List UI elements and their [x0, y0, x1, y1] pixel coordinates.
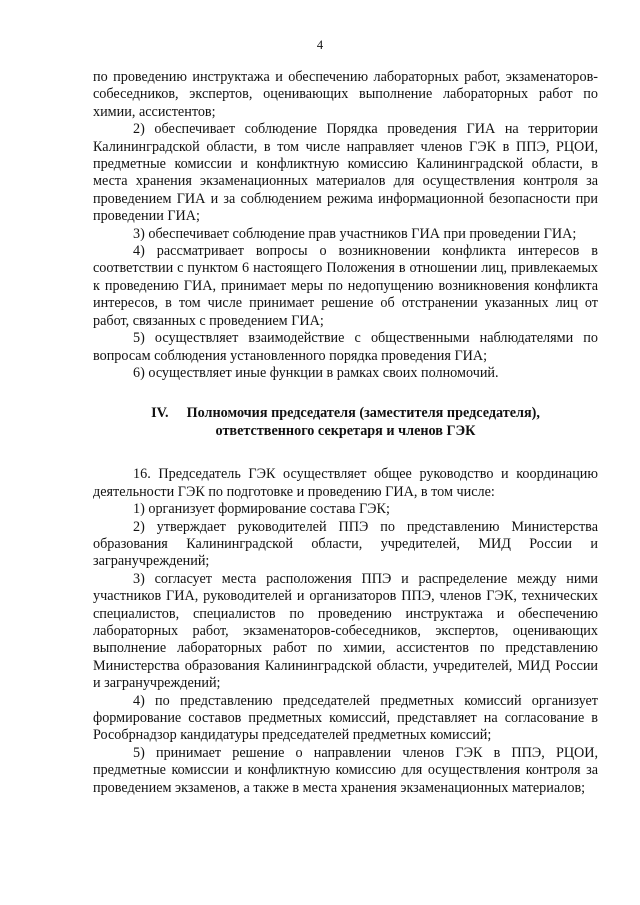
section-number: IV.: [151, 405, 169, 422]
page-number: 4: [316, 38, 324, 52]
paragraph-clause-16-item-2: 2) утверждает руководителей ППЭ по представлению Министерства образования Калининградской области, учредителей, МИД России и загранучреждений;: [93, 518, 598, 570]
section-title-line1: Полномочия председателя (заместителя председателя),: [186, 405, 540, 422]
paragraph-continuation: по проведению инструктажа и обеспечению лабораторных работ, экзаменаторов-собеседников, экспертов, оценивающих выполнение лабораторных работ по химии, ассистентов;: [93, 69, 598, 120]
paragraph-clause-16-item-5: 5) принимает решение о направлении членов ГЭК в ППЭ, РЦОИ, предметные комиссии и конфликтную комиссию для осуществления контроля за проведением экзаменов, а также в места хранения экзаменационных материалов;: [93, 744, 598, 796]
paragraph-item-4: 4) рассматривает вопросы о возникновении конфликта интересов в соответствии с пунктом 6 настоящего Положения в отношении лиц, привлекаемых к проведению ГИА, принимает меры по недопущению возникновения конфликта интересов, в том числе принимает решение об отстранении указанных лиц от работ, связанных с проведением ГИА;: [93, 243, 598, 329]
section-title-line2: ответственного секретаря и членов ГЭК: [215, 423, 476, 440]
paragraph-item-2: 2) обеспечивает соблюдение Порядка проведения ГИА на территории Калининградской области, в том числе направляет членов ГЭК в ППЭ, РЦОИ, предметные комиссии и конфликтную комиссию Калининградской области, в места хранения экзаменационных материалов для осуществления контроля за проведением ГИА и за соблюдением режима информационной безопасности при проведении ГИА;: [93, 121, 598, 225]
paragraph-item-6: 6) осуществляет иные функции в рамках своих полномочий.: [133, 364, 499, 381]
paragraph-item-3: 3) обеспечивает соблюдение прав участников ГИА при проведении ГИА;: [133, 225, 577, 242]
paragraph-clause-16-item-3: 3) согласует места расположения ППЭ и распределение между ними участников ГИА, руководителей и организаторов ППЭ, членов ГЭК, технических специалистов, специалистов по проведению инструктажа и обеспечению лабораторных работ, экзаменаторов-собеседников, экспертов, оценивающих выполнение лабораторных работ по химии, ассистентов по представлению Министерства образования Калининградской области, учредителей, МИД России и загранучреждений;: [93, 570, 598, 692]
paragraph-clause-16-item-4: 4) по представлению председателей предметных комиссий организует формирование составов предметных комиссий, представляет на согласование в Рособрнадзор кандидатуры председателей предметных комиссий;: [93, 692, 598, 744]
paragraph-clause-16-item-1: 1) организует формирование состава ГЭК;: [133, 501, 390, 518]
section-heading: [93, 404, 598, 440]
document-body: [93, 69, 598, 797]
paragraph-clause-16: 16. Председатель ГЭК осуществляет общее руководство и координацию деятельности ГЭК по подготовке и проведению ГИА, в том числе:: [93, 466, 598, 500]
paragraph-item-5: 5) осуществляет взаимодействие с общественными наблюдателями по вопросам соблюдения установленного порядка проведения ГИА;: [93, 330, 598, 364]
